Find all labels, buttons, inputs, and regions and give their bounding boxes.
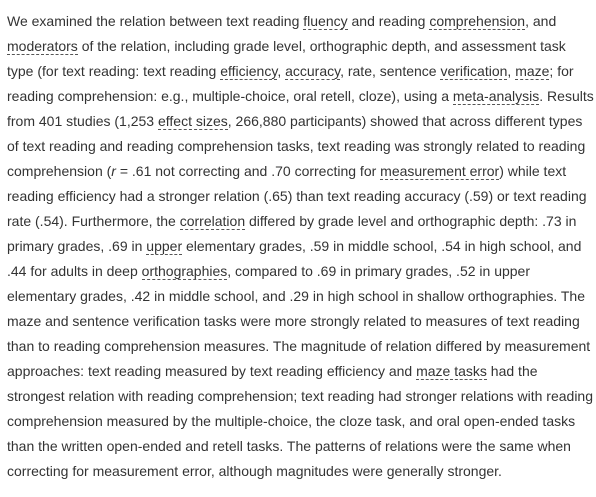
glossary-term-link[interactable]: fluency [303, 13, 348, 29]
abstract-line [7, 334, 590, 359]
glossary-term-link[interactable]: comprehension [429, 13, 526, 29]
abstract-text: of the relation, including grade level, orthographic depth, and assessment task [77, 38, 566, 54]
abstract-text: from 401 studies (1,253 [7, 113, 158, 129]
abstract-text: , and [525, 13, 557, 29]
italic-symbol: r [111, 163, 116, 179]
abstract-text: We examined the relation between text reading [7, 13, 304, 29]
abstract-text: strongest relation with reading comprehension; text reading had stronger relations with reading [7, 388, 594, 404]
abstract-line [7, 209, 590, 234]
abstract-line [7, 59, 590, 84]
glossary-term-link[interactable]: moderators [7, 38, 78, 54]
abstract-text: rate (.54). Furthermore, the [7, 213, 180, 229]
abstract-line [7, 9, 590, 34]
abstract-text: approaches: text reading measured by text reading efficiency and [7, 363, 417, 379]
glossary-term-link[interactable]: verification [440, 63, 508, 79]
glossary-term-link[interactable]: correlation [179, 213, 246, 229]
abstract-text: , [507, 63, 516, 79]
abstract-text: ) while text [499, 163, 567, 179]
glossary-term-link[interactable]: accuracy [285, 63, 341, 79]
abstract-line [7, 109, 590, 134]
abstract-text: than to reading comprehension measures. The magnitude of relation differed by measurement [7, 338, 591, 354]
glossary-term-link[interactable]: maze tasks [416, 363, 487, 379]
abstract-text: elementary grades, .42 in middle school, and .29 in high school in shallow orthographies. The [7, 288, 585, 304]
abstract-line [7, 259, 590, 284]
abstract-text: , compared to .69 in primary grades, .52 in upper [227, 263, 530, 279]
abstract-text: elementary grades, .59 in middle school, .54 in high school, and [182, 238, 582, 254]
abstract-text: primary grades, .69 in [7, 238, 147, 254]
abstract-line [7, 159, 590, 184]
abstract-text: comprehension measured by the multiple-choice, the cloze task, and oral open-ended tasks [7, 413, 576, 429]
abstract-text: ; for [549, 63, 574, 79]
abstract-text: had the [486, 363, 538, 379]
abstract-line [7, 359, 590, 384]
glossary-term-link[interactable]: orthographies [141, 263, 228, 279]
abstract-text: = .61 not correcting and .70 correcting for [115, 163, 381, 179]
abstract-line [7, 284, 590, 309]
abstract-line [7, 134, 590, 159]
glossary-term-link[interactable]: efficiency [220, 63, 278, 79]
abstract-text: .44 for adults in deep [7, 263, 142, 279]
abstract-text: maze and sentence verification tasks were more strongly related to measures of text reading [7, 313, 580, 329]
abstract-text: and reading [347, 13, 430, 29]
abstract-text: reading comprehension: e.g., multiple-choice, oral retell, cloze), using a [7, 88, 453, 104]
abstract-text: comprehension ( [7, 163, 112, 179]
glossary-term-link[interactable]: measurement error [380, 163, 500, 179]
abstract-line [7, 409, 590, 434]
abstract-line [7, 434, 590, 459]
abstract-line [7, 84, 594, 109]
glossary-term-link[interactable]: meta-analysis [452, 88, 540, 104]
abstract-line [7, 184, 590, 209]
abstract-text: , rate, sentence [340, 63, 441, 79]
glossary-term-link[interactable]: effect sizes [157, 113, 228, 129]
abstract-line [7, 459, 590, 484]
abstract-text: . Results [539, 88, 594, 104]
abstract-text: reading efficiency had a stronger relation (.65) than text reading accuracy (.59) or text reading [7, 188, 587, 204]
abstract-text: than the written open-ended and retell tasks. The patterns of relations were the same when [7, 438, 571, 454]
abstract-text: differed by grade level and orthographic depth: .73 in [245, 213, 577, 229]
abstract-text: , [277, 63, 286, 79]
abstract-line [7, 309, 590, 334]
abstract-text: of text reading and reading comprehension tasks, text reading was strongly related to reading [7, 138, 586, 154]
abstract-line [7, 234, 590, 259]
abstract-text: , 266,880 participants) showed that across different types [227, 113, 583, 129]
glossary-term-link[interactable]: upper [146, 238, 183, 254]
abstract-text: type (for text reading: text reading [7, 63, 221, 79]
abstract-text: correcting for measurement error, although magnitudes were generally stronger. [7, 463, 502, 479]
glossary-term-link[interactable]: maze [515, 63, 550, 79]
abstract-line [7, 384, 594, 409]
abstract-line [7, 34, 590, 59]
